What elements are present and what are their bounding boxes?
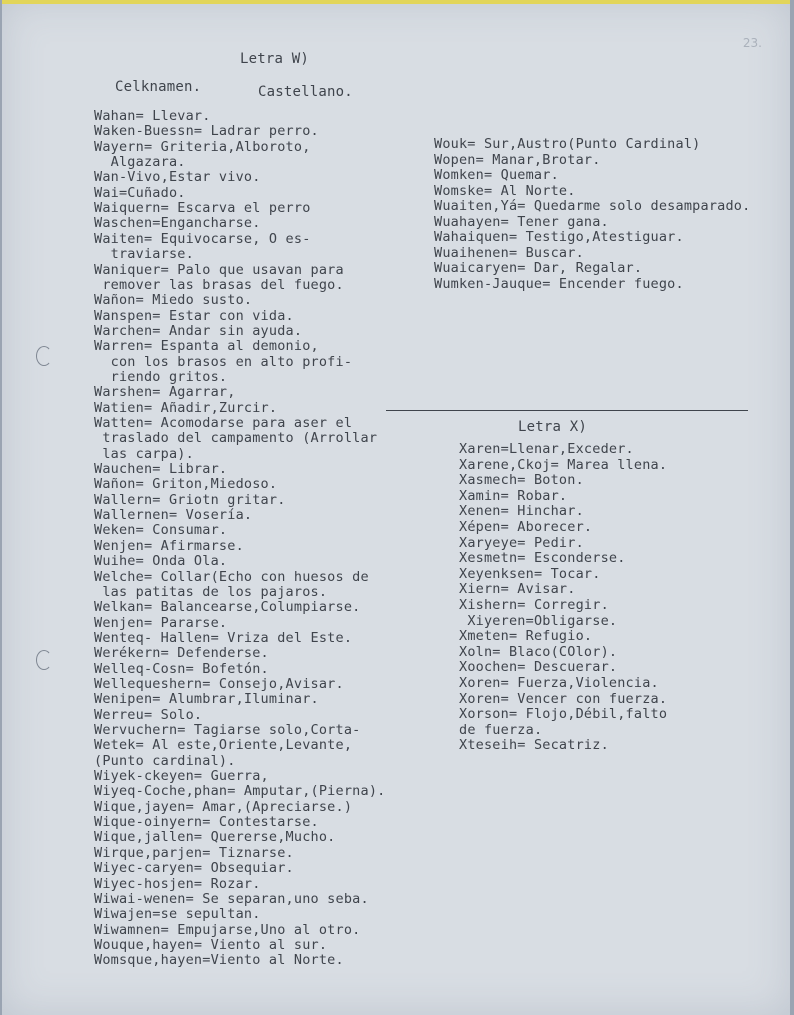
entry-line: Wouk= Sur,Austro(Punto Cardinal) xyxy=(434,136,701,152)
entry-line: Xoren= Vencer con fuerza. xyxy=(459,690,668,707)
entry-line: Wique,jallen= Quererse,Mucho. xyxy=(94,829,336,846)
entry-line: Wiyeq-Coche,phan= Amputar,(Pierna). xyxy=(94,783,386,800)
entry-line: Waiten= Equivocarse, O es- xyxy=(94,230,311,247)
entry-line: Wiyec-caryen= Obsequiar. xyxy=(94,860,294,877)
entry-line: Waschen=Engancharse. xyxy=(94,215,261,232)
entry-line: Wuihe= Onda Ola. xyxy=(94,553,228,570)
entry-line: Warchen= Andar sin ayuda. xyxy=(94,322,303,339)
entry-line: Waniquer= Palo que usavan para xyxy=(94,261,344,278)
entry-line: Wiwai-wenen= Se separan,uno seba. xyxy=(94,890,369,907)
entry-line: Wetek= Al este,Oriente,Levante, xyxy=(94,737,353,754)
entry-line: Xaren=Llenar,Exceder. xyxy=(459,441,634,457)
entry-line: Xasmech= Boton. xyxy=(459,472,584,489)
entry-line: Xoren= Fuerza,Violencia. xyxy=(459,675,659,691)
entry-line: Xteseih= Secatriz. xyxy=(459,737,609,754)
entry-line: Welkan= Balancearse,Columpiarse. xyxy=(94,599,361,616)
entry-line: Wuahayen= Tener gana. xyxy=(434,213,609,230)
entry-line: Warshen= Agarrar, xyxy=(94,384,236,401)
entry-line: Wique-oinyern= Contestarse. xyxy=(94,814,319,831)
entry-line: Wanspen= Estar con vida. xyxy=(94,307,294,324)
entry-line: Warren= Espanta al demonio, xyxy=(94,338,319,355)
entry-line: Xoln= Blaco(COlor). xyxy=(459,643,618,660)
entry-line: Xaryeye= Pedir. xyxy=(459,534,584,551)
entry-line: Watten= Acomodarse para aser el xyxy=(94,415,353,431)
letter-x-title: Letra X) xyxy=(518,419,588,435)
entry-line: de fuerza. xyxy=(459,721,543,738)
entry-line: remover las brasas del fuego. xyxy=(94,276,344,293)
entry-line: Wai=Cuñado. xyxy=(94,184,186,201)
entry-line: Wahaiquen= Testigo,Atestiguar. xyxy=(434,229,684,245)
column-header-castellano: Castellano. xyxy=(258,84,353,100)
entry-line: Womken= Quemar. xyxy=(434,167,559,183)
entry-line: Wañon= Miedo susto. xyxy=(94,292,253,309)
entry-line: Werreu= Solo. xyxy=(94,706,203,723)
entry-line: traviarse. xyxy=(94,246,194,263)
entry-line: (Punto cardinal). xyxy=(94,752,236,769)
entry-line: Wiwajen=se sepultan. xyxy=(94,906,261,923)
entry-line: Wallernen= Vosería. xyxy=(94,507,253,524)
entry-line: Wiyek-ckeyen= Guerra, xyxy=(94,768,269,785)
entry-line: Xépen= Aborecer. xyxy=(459,519,593,535)
entry-line: Xesmetn= Esconderse. xyxy=(459,550,626,567)
entry-line: Algazara. xyxy=(94,154,186,171)
entry-line: Xmeten= Refugio. xyxy=(459,628,593,645)
entry-line: Weken= Consumar. xyxy=(94,522,228,539)
entry-line: Xiern= Avisar. xyxy=(459,581,576,598)
entry-line: Welleq-Cosn= Bofetón. xyxy=(94,660,269,677)
entry-line: Wauchen= Librar. xyxy=(94,461,228,478)
page-number: 23. xyxy=(742,36,762,50)
entry-line: Wervuchern= Tagiarse solo,Corta- xyxy=(94,722,361,738)
entry-line: Xiyeren=Obligarse. xyxy=(459,612,618,629)
entry-line: Waken-Buessn= Ladrar perro. xyxy=(94,123,319,140)
column-header-celknamen: Celknamen. xyxy=(115,79,202,95)
entry-line: Womske= Al Norte. xyxy=(434,182,576,199)
entry-line: Welche= Collar(Echo con huesos de xyxy=(94,568,369,585)
entry-line: Xorson= Flojo,Débil,falto xyxy=(459,706,668,723)
entry-line: las patitas de los pajaros. xyxy=(94,583,328,600)
entry-line: Wayern= Griteria,Alboroto, xyxy=(94,138,311,155)
top-edge-band xyxy=(2,0,790,4)
entry-line: Wallern= Griotn gritar. xyxy=(94,491,286,508)
entry-line: Wenjen= Pararse. xyxy=(94,614,228,631)
entry-line: Wenjen= Afirmarse. xyxy=(94,537,244,554)
entry-line: Wique,jayen= Amar,(Apreciarse.) xyxy=(94,798,353,815)
entry-line: Xeyenksen= Tocar. xyxy=(459,565,601,582)
entry-line: Waiquern= Escarva el perro xyxy=(94,200,311,217)
entry-line: Wahan= Llevar. xyxy=(94,108,211,124)
entry-line: riendo gritos. xyxy=(94,368,228,385)
entry-line: traslado del campamento (Arrollar xyxy=(94,430,378,447)
entry-line: Werékern= Defenderse. xyxy=(94,645,269,662)
entry-line: Wan-Vivo,Estar vivo. xyxy=(94,169,261,186)
entry-line: Wuaihenen= Buscar. xyxy=(434,244,584,261)
entry-line: Xenen= Hinchar. xyxy=(459,503,584,520)
entry-line: Wumken-Jauque= Encender fuego. xyxy=(434,275,684,292)
entry-line: Womsque,hayen=Viento al Norte. xyxy=(94,952,344,969)
entry-line: Watien= Añadir,Zurcir. xyxy=(94,399,278,416)
document-page xyxy=(2,0,790,1015)
entry-line: Wenteq- Hallen= Vriza del Este. xyxy=(94,629,353,646)
entry-line: Wopen= Manar,Brotar. xyxy=(434,151,601,168)
entry-line: Wuaicaryen= Dar, Regalar. xyxy=(434,260,643,276)
entry-line: Xarene,Ckoj= Marea llena. xyxy=(459,456,668,473)
entry-line: Xishern= Corregir. xyxy=(459,597,609,613)
entry-line: Xoochen= Descuerar. xyxy=(459,659,618,676)
letter-w-title: Letra W) xyxy=(240,51,310,67)
entry-line: Wañon= Griton,Miedoso. xyxy=(94,476,278,493)
punch-hole xyxy=(36,346,52,366)
section-divider xyxy=(386,410,748,411)
entry-line: Wuaiten,Yá= Quedarme solo desamparado. xyxy=(434,198,751,214)
entry-line: las carpa). xyxy=(94,445,194,462)
entry-line: Wiwamnen= Empujarse,Uno al otro. xyxy=(94,921,361,938)
entry-line: Xamin= Robar. xyxy=(459,487,568,504)
entry-line: con los brasos en alto profi- xyxy=(94,353,353,370)
entry-line: Wiyec-hosjen= Rozar. xyxy=(94,875,261,892)
punch-hole xyxy=(36,650,52,670)
entry-line: Wellequeshern= Consejo,Avisar. xyxy=(94,675,344,692)
entry-line: Wouque,hayen= Viento al sur. xyxy=(94,936,328,953)
entry-line: Wenipen= Alumbrar,Iluminar. xyxy=(94,691,319,708)
entry-line: Wirque,parjen= Tiznarse. xyxy=(94,844,294,861)
